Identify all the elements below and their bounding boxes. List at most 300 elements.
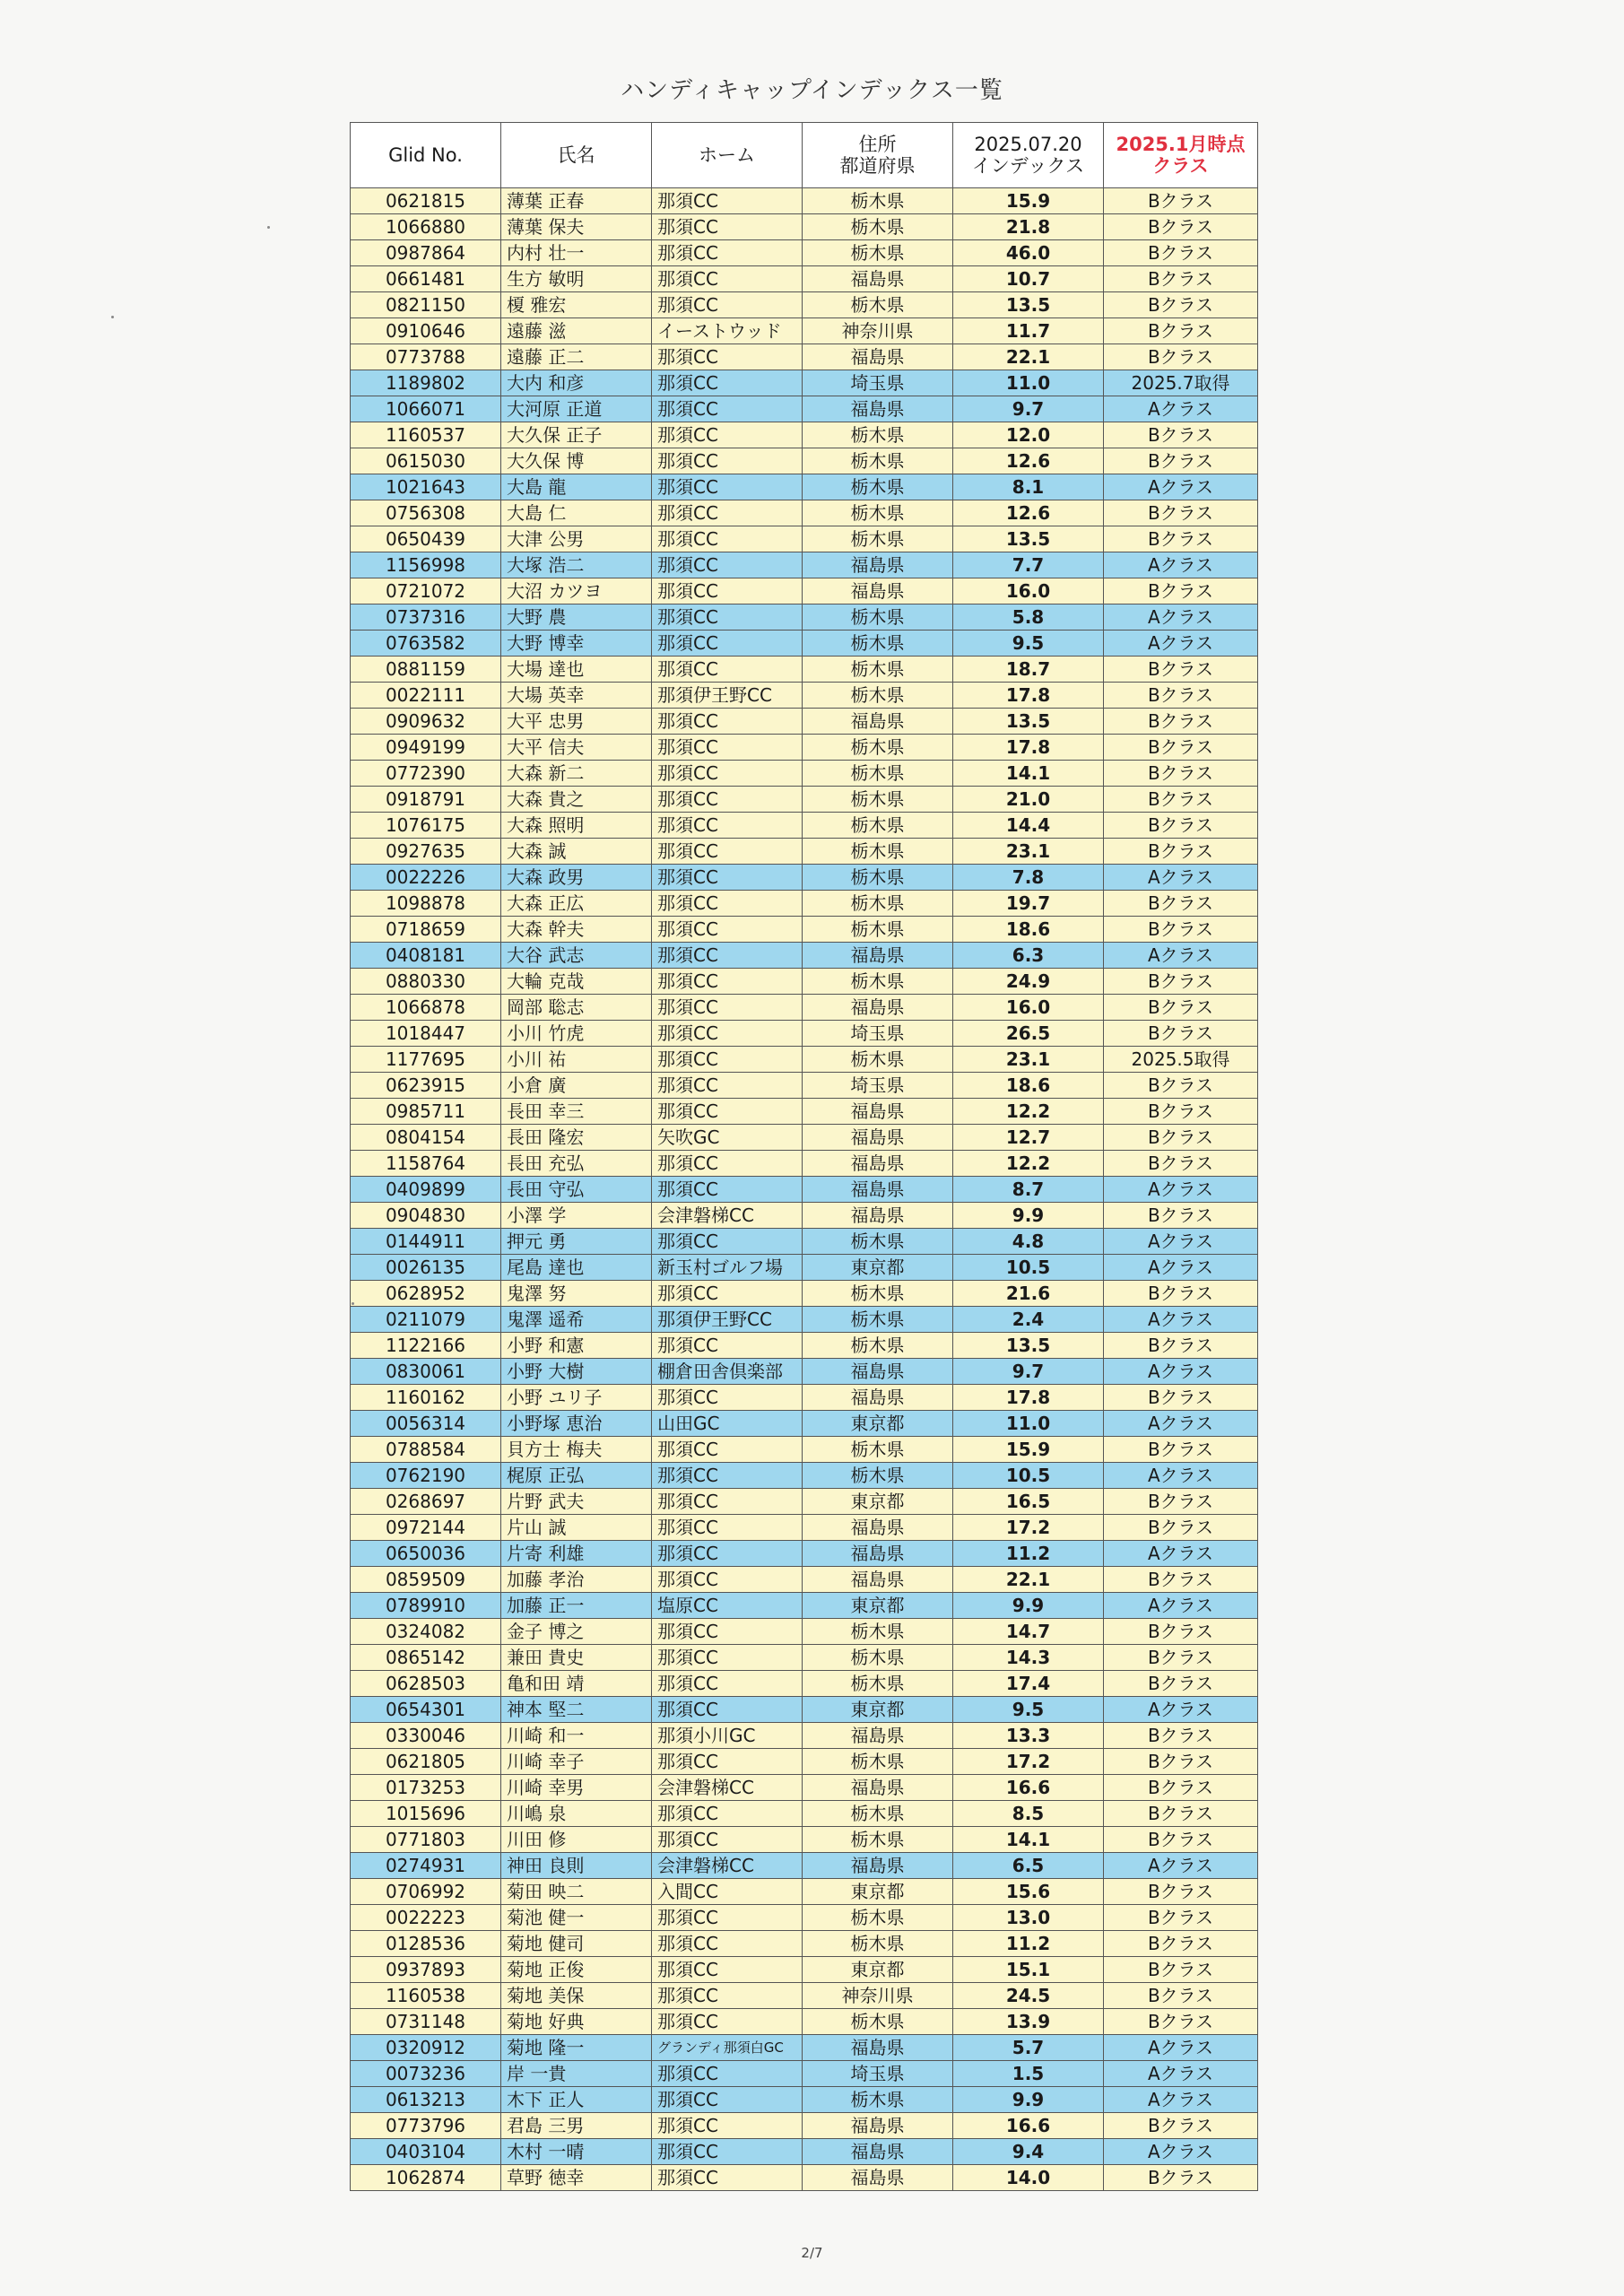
class-cell: Bクラス	[1104, 266, 1258, 292]
class-cell: Bクラス	[1104, 2165, 1258, 2191]
glid-cell: 0773796	[351, 2113, 501, 2139]
home-cell: 那須CC	[652, 1983, 803, 2009]
index-cell: 15.6	[953, 1879, 1104, 1905]
glid-cell: 0762190	[351, 1463, 501, 1489]
pref-cell: 栃木県	[803, 891, 953, 917]
pref-cell: 栃木県	[803, 1931, 953, 1957]
class-cell: Bクラス	[1104, 1021, 1258, 1047]
table-row	[351, 2113, 1258, 2139]
col-header-class: 2025.1月時点 クラス	[1104, 123, 1258, 188]
table-row	[351, 1151, 1258, 1177]
name-cell: 片寄 利雄	[501, 1541, 652, 1567]
table-row	[351, 735, 1258, 761]
index-cell: 13.0	[953, 1905, 1104, 1931]
name-cell: 小野 大樹	[501, 1359, 652, 1385]
pref-cell: 栃木県	[803, 865, 953, 891]
glid-cell: 0830061	[351, 1359, 501, 1385]
table-row	[351, 1255, 1258, 1281]
index-cell: 14.7	[953, 1619, 1104, 1645]
name-cell: 遠藤 正二	[501, 344, 652, 370]
class-cell: Bクラス	[1104, 1671, 1258, 1697]
index-cell: 23.1	[953, 1047, 1104, 1073]
name-cell: 遠藤 滋	[501, 318, 652, 344]
name-cell: 大森 新二	[501, 761, 652, 787]
glid-cell: 0650036	[351, 1541, 501, 1567]
pref-cell: 福島県	[803, 1541, 953, 1567]
table-row	[351, 318, 1258, 344]
class-cell: Bクラス	[1104, 1385, 1258, 1411]
table-row	[351, 1723, 1258, 1749]
pref-cell: 栃木県	[803, 1619, 953, 1645]
home-cell: 那須CC	[652, 1437, 803, 1463]
class-cell: Bクラス	[1104, 318, 1258, 344]
class-cell: Bクラス	[1104, 1151, 1258, 1177]
pref-cell: 栃木県	[803, 214, 953, 240]
class-cell: Bクラス	[1104, 1567, 1258, 1593]
class-cell: Aクラス	[1104, 1697, 1258, 1723]
glid-cell: 0022111	[351, 683, 501, 709]
name-cell: 川崎 幸子	[501, 1749, 652, 1775]
table-row	[351, 526, 1258, 552]
glid-cell: 0773788	[351, 344, 501, 370]
name-cell: 岸 一貴	[501, 2061, 652, 2087]
home-cell: 那須CC	[652, 917, 803, 943]
table-row	[351, 448, 1258, 474]
glid-cell: 0718659	[351, 917, 501, 943]
glid-cell: 1160537	[351, 422, 501, 448]
pref-cell: 栃木県	[803, 604, 953, 631]
index-cell: 13.9	[953, 2009, 1104, 2035]
pref-cell: 栃木県	[803, 1307, 953, 1333]
table-row	[351, 1619, 1258, 1645]
pref-cell: 栃木県	[803, 1671, 953, 1697]
glid-cell: 0144911	[351, 1229, 501, 1255]
pref-cell: 栃木県	[803, 474, 953, 500]
glid-cell: 0330046	[351, 1723, 501, 1749]
name-cell: 長田 守弘	[501, 1177, 652, 1203]
pref-cell: 栃木県	[803, 787, 953, 813]
name-cell: 薄葉 正春	[501, 188, 652, 214]
glid-cell: 1098878	[351, 891, 501, 917]
glid-cell: 0789910	[351, 1593, 501, 1619]
class-cell: Bクラス	[1104, 995, 1258, 1021]
class-cell: Bクラス	[1104, 735, 1258, 761]
index-cell: 9.5	[953, 1697, 1104, 1723]
home-cell: 那須CC	[652, 1489, 803, 1515]
glid-cell: 0737316	[351, 604, 501, 631]
table-row	[351, 1073, 1258, 1099]
pref-cell: 栃木県	[803, 1827, 953, 1853]
name-cell: 大輪 克哉	[501, 969, 652, 995]
home-cell: 那須CC	[652, 1021, 803, 1047]
name-cell: 押元 勇	[501, 1229, 652, 1255]
index-cell: 8.1	[953, 474, 1104, 500]
table-row	[351, 1853, 1258, 1879]
glid-cell: 0706992	[351, 1879, 501, 1905]
class-cell: Bクラス	[1104, 1437, 1258, 1463]
table-row	[351, 1385, 1258, 1411]
name-cell: 薄葉 保夫	[501, 214, 652, 240]
name-cell: 大島 龍	[501, 474, 652, 500]
index-cell: 16.0	[953, 995, 1104, 1021]
table-row	[351, 2139, 1258, 2165]
pref-cell: 福島県	[803, 1177, 953, 1203]
name-cell: 加藤 正一	[501, 1593, 652, 1619]
index-cell: 17.8	[953, 683, 1104, 709]
pref-cell: 栃木県	[803, 683, 953, 709]
home-cell: 那須小川GC	[652, 1723, 803, 1749]
table-row	[351, 1203, 1258, 1229]
class-cell: Aクラス	[1104, 1411, 1258, 1437]
pref-cell: 福島県	[803, 1515, 953, 1541]
class-cell: Bクラス	[1104, 891, 1258, 917]
home-cell: 那須CC	[652, 865, 803, 891]
index-cell: 6.5	[953, 1853, 1104, 1879]
home-cell: 那須CC	[652, 787, 803, 813]
home-cell: 那須CC	[652, 500, 803, 526]
table-row	[351, 1359, 1258, 1385]
class-cell: Aクラス	[1104, 2139, 1258, 2165]
table-row	[351, 422, 1258, 448]
glid-cell: 0615030	[351, 448, 501, 474]
index-cell: 10.5	[953, 1463, 1104, 1489]
glid-cell: 0771803	[351, 1827, 501, 1853]
glid-cell: 1018447	[351, 1021, 501, 1047]
glid-cell: 0721072	[351, 578, 501, 604]
pref-cell: 栃木県	[803, 1463, 953, 1489]
glid-cell: 0763582	[351, 631, 501, 657]
name-cell: 神本 堅二	[501, 1697, 652, 1723]
glid-cell: 0628503	[351, 1671, 501, 1697]
pref-cell: 栃木県	[803, 188, 953, 214]
class-cell: Bクラス	[1104, 344, 1258, 370]
home-cell: 那須CC	[652, 2165, 803, 2191]
table-row	[351, 1489, 1258, 1515]
pref-cell: 栃木県	[803, 813, 953, 839]
table-row	[351, 891, 1258, 917]
class-cell: Aクラス	[1104, 2035, 1258, 2061]
pref-cell: 栃木県	[803, 240, 953, 266]
index-cell: 17.8	[953, 1385, 1104, 1411]
name-cell: 内村 壮一	[501, 240, 652, 266]
index-cell: 24.5	[953, 1983, 1104, 2009]
home-cell: 那須CC	[652, 1385, 803, 1411]
index-cell: 11.0	[953, 1411, 1104, 1437]
pref-cell: 福島県	[803, 2139, 953, 2165]
table-row	[351, 1645, 1258, 1671]
glid-cell: 0073236	[351, 2061, 501, 2087]
pref-cell: 東京都	[803, 1697, 953, 1723]
home-cell: 会津磐梯CC	[652, 1203, 803, 1229]
pref-cell: 東京都	[803, 1593, 953, 1619]
name-cell: 川崎 幸男	[501, 1775, 652, 1801]
name-cell: 大島 仁	[501, 500, 652, 526]
name-cell: 尾島 達也	[501, 1255, 652, 1281]
glid-cell: 0904830	[351, 1203, 501, 1229]
table-row	[351, 1411, 1258, 1437]
name-cell: 小野 ユリ子	[501, 1385, 652, 1411]
glid-cell: 0022223	[351, 1905, 501, 1931]
table-row	[351, 552, 1258, 578]
home-cell: 那須CC	[652, 448, 803, 474]
name-cell: 岡部 聡志	[501, 995, 652, 1021]
name-cell: 片野 武夫	[501, 1489, 652, 1515]
pref-cell: 福島県	[803, 1099, 953, 1125]
class-cell: Bクラス	[1104, 1281, 1258, 1307]
class-cell: Aクラス	[1104, 1853, 1258, 1879]
index-cell: 10.7	[953, 266, 1104, 292]
table-body	[351, 188, 1258, 2191]
glid-cell: 1189802	[351, 370, 501, 396]
class-cell: Bクラス	[1104, 214, 1258, 240]
index-cell: 18.6	[953, 1073, 1104, 1099]
pref-cell: 東京都	[803, 1879, 953, 1905]
index-cell: 23.1	[953, 839, 1104, 865]
pref-cell: 福島県	[803, 552, 953, 578]
pref-cell: 埼玉県	[803, 370, 953, 396]
index-cell: 22.1	[953, 344, 1104, 370]
class-cell: Bクラス	[1104, 787, 1258, 813]
table-row	[351, 657, 1258, 683]
name-cell: 榎 雅宏	[501, 292, 652, 318]
class-cell: Bクラス	[1104, 526, 1258, 552]
name-cell: 菊地 好典	[501, 2009, 652, 2035]
col-header-pref: 住所 都道府県	[803, 123, 953, 188]
pref-cell: 栃木県	[803, 1333, 953, 1359]
table-row	[351, 1827, 1258, 1853]
table-row	[351, 2009, 1258, 2035]
pref-cell: 福島県	[803, 1359, 953, 1385]
index-cell: 17.2	[953, 1749, 1104, 1775]
class-cell: Aクラス	[1104, 1541, 1258, 1567]
table-row	[351, 604, 1258, 631]
table-row	[351, 1905, 1258, 1931]
table-row	[351, 266, 1258, 292]
glid-cell: 0650439	[351, 526, 501, 552]
index-cell: 13.3	[953, 1723, 1104, 1749]
glid-cell: 0274931	[351, 1853, 501, 1879]
home-cell: 那須CC	[652, 1671, 803, 1697]
glid-cell: 0056314	[351, 1411, 501, 1437]
name-cell: 川崎 和一	[501, 1723, 652, 1749]
pref-cell: 福島県	[803, 943, 953, 969]
home-cell: 那須CC	[652, 943, 803, 969]
name-cell: 大平 信夫	[501, 735, 652, 761]
class-cell: Bクラス	[1104, 1489, 1258, 1515]
table-row	[351, 1879, 1258, 1905]
pref-cell: 栃木県	[803, 1047, 953, 1073]
table-row	[351, 917, 1258, 943]
glid-cell: 1177695	[351, 1047, 501, 1073]
home-cell: イーストウッド	[652, 318, 803, 344]
name-cell: 大平 忠男	[501, 709, 652, 735]
table-row	[351, 839, 1258, 865]
table-row	[351, 761, 1258, 787]
home-cell: 那須CC	[652, 214, 803, 240]
index-cell: 13.5	[953, 1333, 1104, 1359]
glid-cell: 0821150	[351, 292, 501, 318]
pref-cell: 東京都	[803, 1255, 953, 1281]
class-cell: Bクラス	[1104, 917, 1258, 943]
index-cell: 1.5	[953, 2061, 1104, 2087]
name-cell: 菊地 美保	[501, 1983, 652, 2009]
name-cell: 木村 一晴	[501, 2139, 652, 2165]
name-cell: 梶原 正弘	[501, 1463, 652, 1489]
table-row	[351, 1983, 1258, 2009]
index-cell: 11.2	[953, 1541, 1104, 1567]
table-row	[351, 995, 1258, 1021]
home-cell: 那須CC	[652, 1931, 803, 1957]
home-cell: 那須CC	[652, 1099, 803, 1125]
glid-cell: 0022226	[351, 865, 501, 891]
index-cell: 8.7	[953, 1177, 1104, 1203]
table-row	[351, 1567, 1258, 1593]
class-cell: Bクラス	[1104, 1775, 1258, 1801]
glid-cell: 1015696	[351, 1801, 501, 1827]
index-cell: 6.3	[953, 943, 1104, 969]
table-row	[351, 396, 1258, 422]
home-cell: 那須CC	[652, 1905, 803, 1931]
index-cell: 17.8	[953, 735, 1104, 761]
name-cell: 菊地 健司	[501, 1931, 652, 1957]
index-cell: 9.7	[953, 1359, 1104, 1385]
pref-cell: 福島県	[803, 1853, 953, 1879]
table-row	[351, 2061, 1258, 2087]
glid-cell: 0949199	[351, 735, 501, 761]
pref-cell: 栃木県	[803, 657, 953, 683]
index-cell: 9.9	[953, 1593, 1104, 1619]
index-cell: 9.7	[953, 396, 1104, 422]
glid-cell: 0918791	[351, 787, 501, 813]
name-cell: 大沼 カツヨ	[501, 578, 652, 604]
table-row	[351, 709, 1258, 735]
col-header-home: ホーム	[652, 123, 803, 188]
class-cell: Bクラス	[1104, 578, 1258, 604]
table-row	[351, 969, 1258, 995]
class-cell: Aクラス	[1104, 474, 1258, 500]
home-cell: 那須CC	[652, 2139, 803, 2165]
home-cell: 那須CC	[652, 1619, 803, 1645]
class-cell: Aクラス	[1104, 865, 1258, 891]
name-cell: 神田 良則	[501, 1853, 652, 1879]
glid-cell: 0865142	[351, 1645, 501, 1671]
glid-cell: 1160538	[351, 1983, 501, 2009]
class-cell: Bクラス	[1104, 761, 1258, 787]
home-cell: 那須CC	[652, 1957, 803, 1983]
table-row	[351, 1125, 1258, 1151]
index-cell: 5.8	[953, 604, 1104, 631]
pref-cell: 東京都	[803, 1411, 953, 1437]
table-row	[351, 683, 1258, 709]
class-cell: Bクラス	[1104, 1515, 1258, 1541]
name-cell: 草野 徳幸	[501, 2165, 652, 2191]
table-row	[351, 1099, 1258, 1125]
class-cell: Bクラス	[1104, 1801, 1258, 1827]
home-cell: 那須CC	[652, 422, 803, 448]
glid-cell: 0937893	[351, 1957, 501, 1983]
glid-cell: 0613213	[351, 2087, 501, 2113]
home-cell: 那須CC	[652, 1515, 803, 1541]
class-cell: Bクラス	[1104, 1827, 1258, 1853]
class-cell: Bクラス	[1104, 1723, 1258, 1749]
index-cell: 14.1	[953, 761, 1104, 787]
pref-cell: 栃木県	[803, 500, 953, 526]
glid-cell: 1021643	[351, 474, 501, 500]
table-row	[351, 1437, 1258, 1463]
class-cell: Bクラス	[1104, 1073, 1258, 1099]
table-row	[351, 500, 1258, 526]
glid-cell: 0268697	[351, 1489, 501, 1515]
glid-cell: 0409899	[351, 1177, 501, 1203]
home-cell: 那須CC	[652, 1541, 803, 1567]
pref-cell: 栃木県	[803, 2009, 953, 2035]
pref-cell: 栃木県	[803, 1281, 953, 1307]
pref-cell: 福島県	[803, 1125, 953, 1151]
glid-cell: 0985711	[351, 1099, 501, 1125]
home-cell: 新玉村ゴルフ場	[652, 1255, 803, 1281]
header-row	[351, 123, 1258, 188]
home-cell: 那須CC	[652, 631, 803, 657]
home-cell: 山田GC	[652, 1411, 803, 1437]
index-cell: 12.0	[953, 422, 1104, 448]
glid-cell: 1062874	[351, 2165, 501, 2191]
index-cell: 18.6	[953, 917, 1104, 943]
home-cell: 那須CC	[652, 2113, 803, 2139]
class-cell: Bクラス	[1104, 1619, 1258, 1645]
pref-cell: 栃木県	[803, 1229, 953, 1255]
index-cell: 4.8	[953, 1229, 1104, 1255]
home-cell: 那須CC	[652, 1567, 803, 1593]
pref-cell: 福島県	[803, 1151, 953, 1177]
pref-cell: 福島県	[803, 578, 953, 604]
glid-cell: 0403104	[351, 2139, 501, 2165]
pref-cell: 栃木県	[803, 1801, 953, 1827]
home-cell: 那須CC	[652, 761, 803, 787]
index-cell: 17.4	[953, 1671, 1104, 1697]
pref-cell: 栃木県	[803, 839, 953, 865]
name-cell: 鬼澤 遥希	[501, 1307, 652, 1333]
class-cell: Aクラス	[1104, 552, 1258, 578]
home-cell: 那須CC	[652, 396, 803, 422]
index-cell: 9.5	[953, 631, 1104, 657]
glid-cell: 1066071	[351, 396, 501, 422]
table-row	[351, 292, 1258, 318]
table-row	[351, 578, 1258, 604]
glid-cell: 0661481	[351, 266, 501, 292]
class-cell: Aクラス	[1104, 1177, 1258, 1203]
index-cell: 11.2	[953, 1931, 1104, 1957]
name-cell: 菊田 映二	[501, 1879, 652, 1905]
table-row	[351, 1281, 1258, 1307]
class-cell: Bクラス	[1104, 240, 1258, 266]
home-cell: 那須CC	[652, 474, 803, 500]
index-cell: 7.7	[953, 552, 1104, 578]
home-cell: 那須CC	[652, 2061, 803, 2087]
table-row	[351, 787, 1258, 813]
index-cell: 19.7	[953, 891, 1104, 917]
pref-cell: 福島県	[803, 344, 953, 370]
table-row	[351, 943, 1258, 969]
index-cell: 15.1	[953, 1957, 1104, 1983]
table-row	[351, 1697, 1258, 1723]
home-cell: 棚倉田舎倶楽部	[652, 1359, 803, 1385]
home-cell: 入間CC	[652, 1879, 803, 1905]
index-cell: 12.2	[953, 1099, 1104, 1125]
home-cell: 那須CC	[652, 292, 803, 318]
home-cell: 那須CC	[652, 709, 803, 735]
name-cell: 大森 貴之	[501, 787, 652, 813]
name-cell: 大野 博幸	[501, 631, 652, 657]
